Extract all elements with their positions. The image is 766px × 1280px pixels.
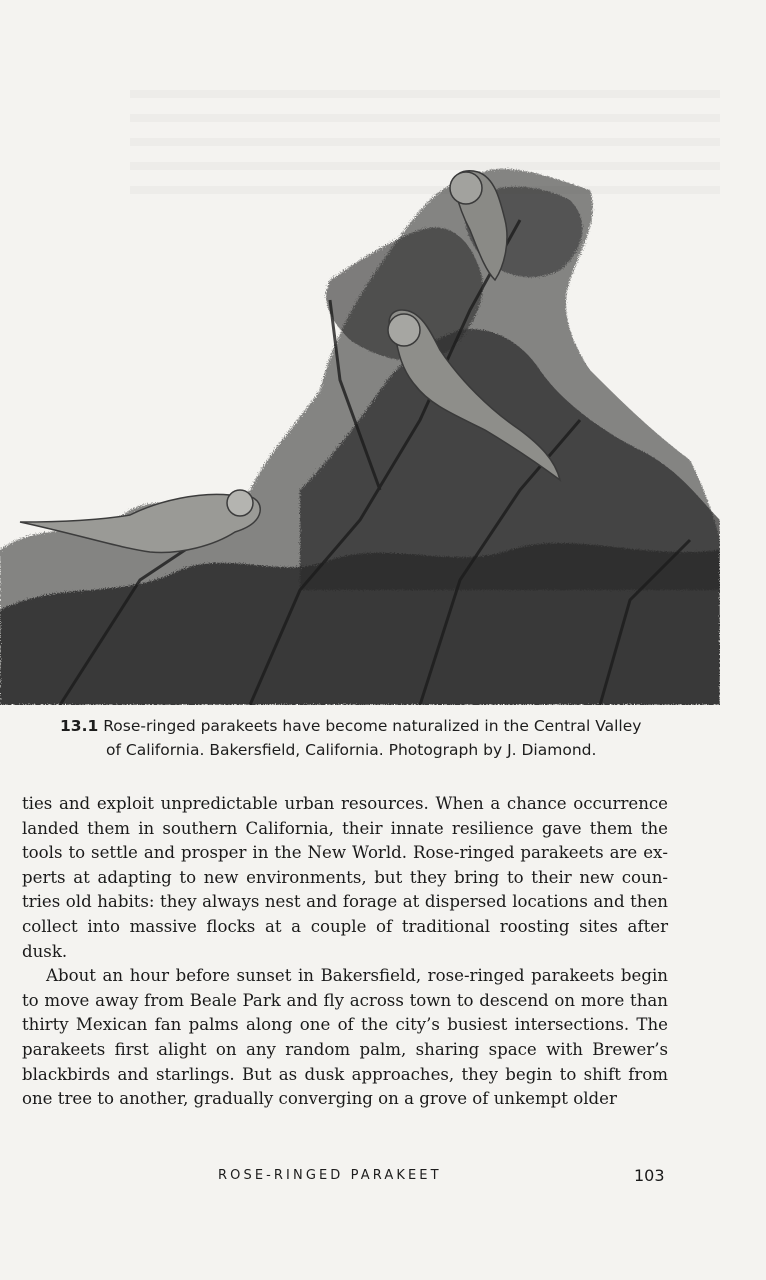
figure-photograph [0, 160, 720, 705]
paragraph: ties and exploit unpredictable urban resources. When a chance occurrence landed them in southern California, their innate resilience gave them the tools to settle and prosper in the New World. Rose-ringed parakeets are experts at adapting to new environments, but they bring to their new countries old habits: they always nest and forage at dispersed locations and then collect into massive flocks at a couple of traditional roosting sites after dusk. [22, 794, 668, 961]
figure-caption [60, 714, 700, 762]
parakeets-in-tree-image [0, 160, 720, 705]
running-head: ROSE-RINGED PARAKEET [218, 1168, 442, 1183]
page-footer [0, 1166, 766, 1190]
caption-text-line-1: Rose-ringed parakeets have become naturalized in the Central Valley [103, 717, 642, 735]
page-number: 103 [634, 1166, 665, 1185]
paragraph: About an hour before sunset in Bakersfield, rose-ringed parakeets begin to move away from Beale Park and fly across town to descend on more than thirty Mexican fan palms along one of the city’s busiest intersections. The parakeets first alight on any random palm, sharing space with Brewer’s blackbirds and starlings. But as dusk approaches, they begin to shift from one tree to another, gradually converging on a grove of unkempt older [22, 966, 668, 1109]
caption-text-line-2: of California. Bakersfield, California. Photograph by J. Diamond. [106, 741, 597, 759]
body-text [22, 792, 668, 1112]
figure-number: 13.1 [60, 717, 99, 735]
